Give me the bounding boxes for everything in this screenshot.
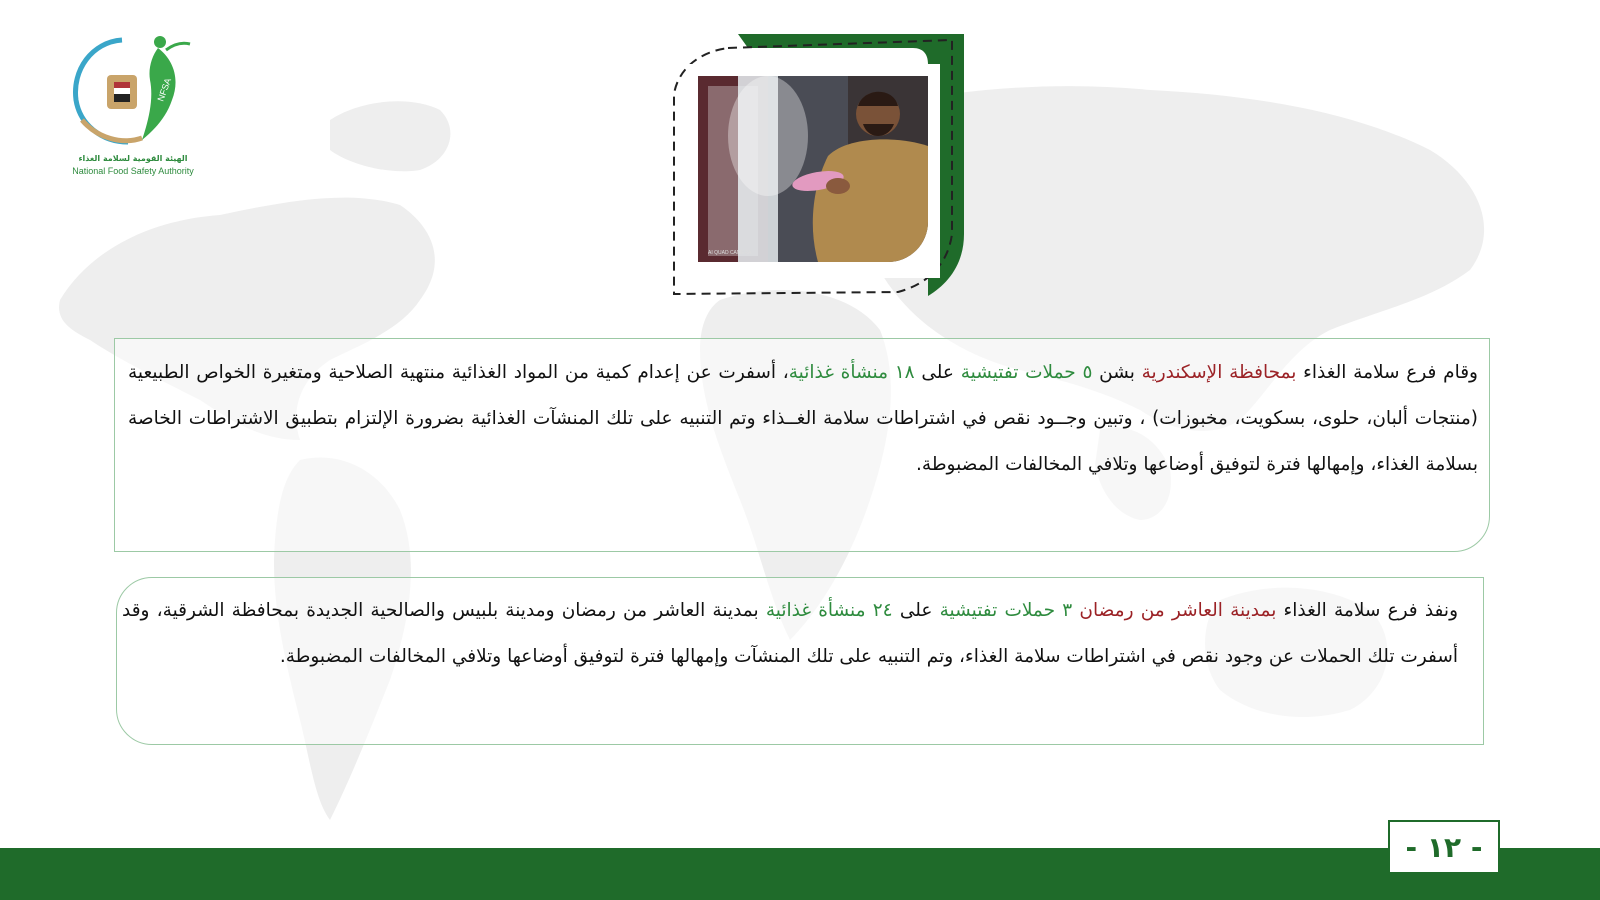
paragraph1-text-4: ، أسفرت عن إعدام كمية من المواد الغذائية منتهية الصلاحية ومتغيرة الخواص الطبيعية (منتجات ألبان، حلوى، بسكويت، مخبوزات) ، وتبين وجــود نقص في اشتراطات سلامة الغــذاء وتم التنبيه على تلك المنشآت الغذائية بضرورة الإلتزام بتطبيق الاشتراطات الخاصة بسلامة الغذاء، وإمهالها فترة لتوفيق أوضاعها وتلافي المخالفات المضبوطة. [128, 362, 1478, 475]
paragraph2-location-highlight: بمدينة العاشر من رمضان [1079, 600, 1277, 621]
paragraph2-establishments-highlight: ٢٤ منشأة غذائية [765, 600, 893, 621]
paragraph-alexandria [128, 350, 1478, 488]
paragraph1-text-1: وقام فرع سلامة الغذاء [1296, 362, 1478, 383]
paragraph2-text-3: على [892, 600, 940, 621]
paragraph1-location-highlight: بمحافظة الإسكندرية [1141, 362, 1297, 383]
paragraph1-text-3: على [914, 362, 961, 383]
photo-camera-stamp: AI QUAD CAMERA [708, 250, 752, 256]
paragraph-tenth-of-ramadan [122, 588, 1458, 680]
paragraph2-campaigns-highlight: ٣ حملات تفتيشية [939, 600, 1073, 621]
inspection-photo-frame [668, 34, 968, 304]
paragraph2-text-4: بمدينة العاشر من رمضان ومدينة بلبيس والصالحية الجديدة بمحافظة الشرقية، وقد أسفرت تلك الحملات عن وجود نقص في اشتراطات سلامة الغذاء، وتم التنبيه على تلك المنشآت وإمهالها فترة لتوفيق أوضاعها وتلافي المخالفات المضبوطة. [122, 600, 1458, 667]
footer-bar [0, 848, 1600, 900]
paragraph1-text-2: بشن [1092, 362, 1142, 383]
emblem-text: NFSA [155, 76, 174, 103]
paragraph1-campaigns-highlight: ٥ حملات تفتيشية [960, 362, 1093, 383]
logo-english-name: National Food Safety Authority [72, 166, 194, 176]
nfsa-emblem-icon [62, 30, 202, 150]
logo-arabic-name: الهيئة القومية لسلامة الغذاء [78, 154, 188, 163]
paragraph2-text-1: ونفذ فرع سلامة الغذاء [1276, 600, 1459, 621]
page-number: - ١٢ - [1388, 820, 1500, 874]
paragraph1-establishments-highlight: ١٨ منشأة غذائية [788, 362, 915, 383]
inspection-photo [698, 76, 928, 262]
nfsa-logo [62, 30, 202, 180]
